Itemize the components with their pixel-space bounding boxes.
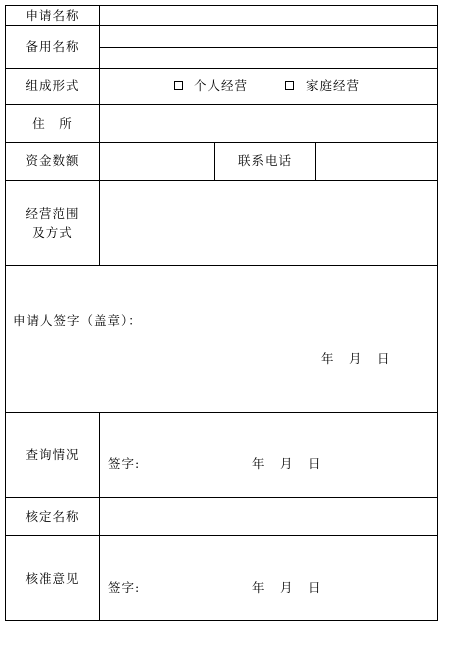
date-year: 年 [252,580,266,595]
row-divider [6,265,437,266]
row-divider [6,180,437,181]
capital-amount-label: 资金数额 [25,153,80,168]
family-checkbox[interactable] [285,81,294,90]
business-scope-label-2: 及方式 [32,225,73,240]
row-divider [6,104,437,105]
date-month: 月 [349,351,363,366]
applicant-name-label: 申请名称 [25,8,80,23]
signature-label: 签字: [108,580,141,595]
row-divider [6,497,437,498]
alternate-name-label: 备用名称 [25,39,80,54]
column-divider [315,142,316,180]
column-divider [99,6,100,265]
date-day: 日 [377,351,391,366]
individual-option-label: 个人经营 [194,78,249,93]
row-divider [6,142,437,143]
date-month: 月 [280,580,294,595]
signature-label: 签字: [108,456,141,471]
column-divider [99,412,100,620]
address-label: 住 所 [32,116,73,131]
row-divider [6,68,437,69]
row-divider [6,25,437,26]
individual-checkbox[interactable] [174,81,183,90]
organization-form-label: 组成形式 [25,78,80,93]
row-divider [6,412,437,413]
application-form [5,5,438,621]
date-year: 年 [252,456,266,471]
approval-opinion-label: 核准意见 [25,571,80,586]
family-option-label: 家庭经营 [306,78,361,93]
contact-phone-label: 联系电话 [237,153,292,168]
date-year: 年 [321,351,335,366]
business-scope-label: 经营范围 [25,206,80,221]
row-divider [100,47,437,48]
inquiry-status-label: 查询情况 [25,447,80,462]
row-divider [6,535,437,536]
date-day: 日 [308,580,322,595]
date-month: 月 [280,456,294,471]
applicant-signature-label: 申请人签字（盖章）： [13,313,142,328]
approved-name-label: 核定名称 [25,509,80,524]
date-day: 日 [308,456,322,471]
